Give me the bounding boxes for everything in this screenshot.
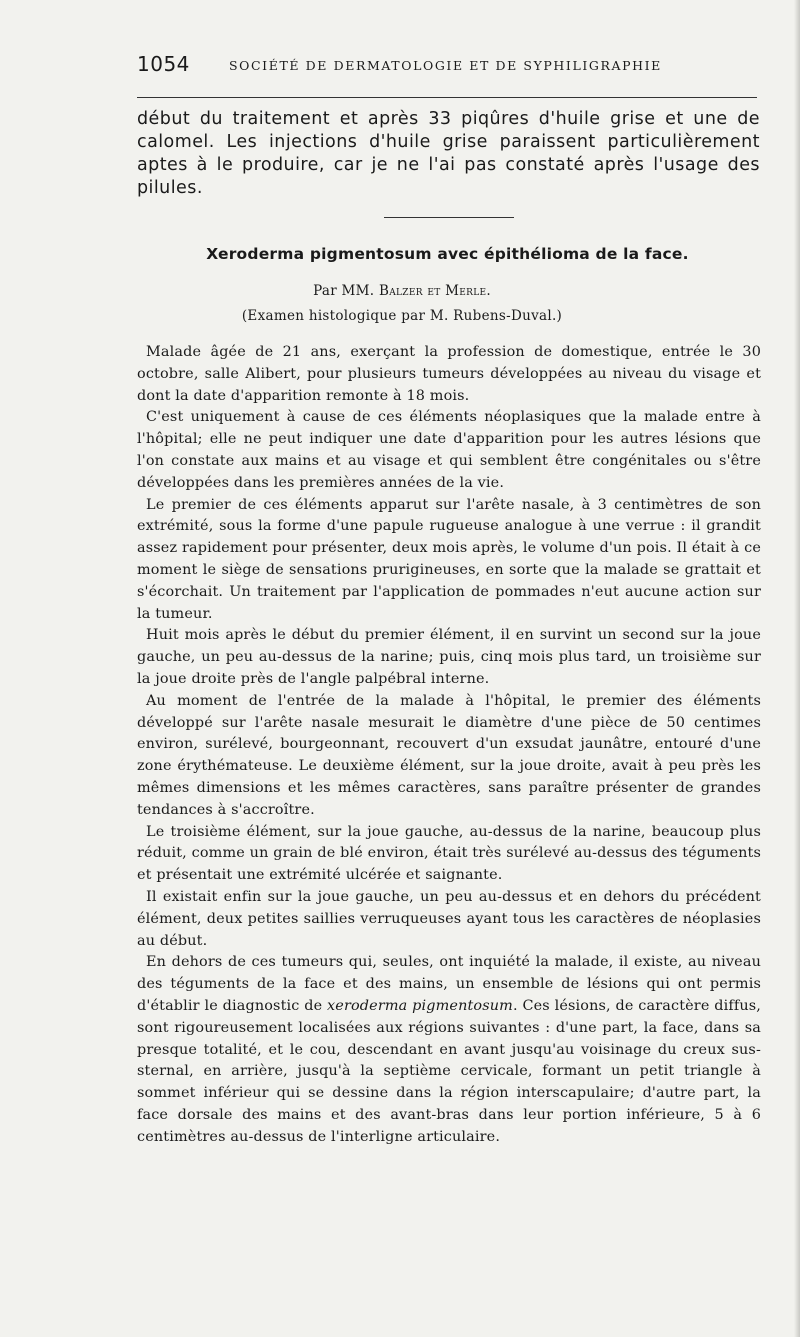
- byline-prefix: Par MM.: [313, 283, 375, 299]
- header-rule: [137, 97, 757, 98]
- paragraph-text: . Ces lésions, de caractère diffus, sont rigoureusement localisées aux régions suivantes : d'une part, la face, dans sa presque totalité, et le cou, descendant en avant jusqu'au voisinage du creux sus-sternal, en arrière, jusqu'à la septième cervicale, formant un petit triangle à sommet inférieur qui se dessine dans la région interscapulaire; d'autre part, la face dorsale des mains et des avant-bras dans leur portion inférieure, 5 à 6 centimètres au-dessus de l'interligne articulaire.: [137, 997, 761, 1145]
- article-title: Xeroderma pigmentosum avec épithélioma de la face.: [206, 245, 689, 263]
- paragraph: C'est uniquement à cause de ces éléments néoplasiques que la malade entre à l'hôpital; elle ne peut indiquer une date d'apparition pour les autres lésions que l'on constate aux mains et au visage et qui semblent être congénitales ou s'être développées dans les premières années de la vie.: [137, 409, 761, 491]
- paragraph: Au moment de l'entrée de la malade à l'hôpital, le premier des éléments développé sur l'arête nasale mesurait le diamètre d'une pièce de 50 centimes environ, surélevé, bourgeonnant, recouvert d'un exsudat jaunâtre, entouré d'une zone érythémateuse. Le deuxième élément, sur la joue droite, avait à peu près les mêmes dimensions et les mêmes caractères, sans paraître présenter de grandes tendances à s'accroître.: [137, 692, 761, 818]
- paragraph: Huit mois après le début du premier élément, il en survint un second sur la joue gauche, un peu au-dessus de la narine; puis, cinq mois plus tard, un troisième sur la joue droite près de l'angle palpébral interne.: [137, 627, 761, 687]
- continued-paragraph: début du traitement et après 33 piqûres d'huile grise et une de calomel. Les injections d'huile grise paraissent particulièrement aptes à le produire, car je ne l'ai pas constaté après l'usage des pilules.: [137, 109, 760, 198]
- paragraph: Malade âgée de 21 ans, exerçant la profession de domestique, entrée le 30 octobre, salle Alibert, pour plusieurs tumeurs développées au niveau du visage et dont la date d'apparition remonte à 18 mois.: [137, 344, 761, 404]
- byline: [137, 283, 667, 299]
- histology-credit: (Examen histologique par M. Rubens-Duval.): [241, 308, 563, 324]
- paragraph: Il existait enfin sur la joue gauche, un peu au-dessus et en dehors du précédent élément, deux petites saillies verruqueuses ayant tous les caractères de néoplasies au début.: [137, 888, 761, 949]
- paragraph: Le troisième élément, sur la joue gauche, au-dessus de la narine, beaucoup plus réduit, comme un grain de blé environ, était très surélevé au-dessus des téguments et présentait une extrémité ulcérée et saignante.: [137, 823, 761, 884]
- disease-name: xeroderma pigmentosum: [327, 997, 513, 1014]
- author-names: Balzer et Merle.: [378, 283, 491, 299]
- paragraph: Le premier de ces éléments apparut sur l'arête nasale, à 3 centimètres de son extrémité, sous la forme d'une papule rugueuse analogue à une verrue : il grandit assez rapidement pour présenter, deux mois après, le volume d'un pois. Il était à ce moment le siège de sensations prurigineuses, en sorte que la malade se grattait et s'écorchait. Un traitement par l'application de pommades n'eut aucune action sur la tumeur.: [137, 496, 761, 622]
- page-edge-shadow: [794, 0, 800, 1337]
- paragraph-last: [137, 952, 761, 1148]
- page-number: 1054: [137, 52, 190, 76]
- section-separator: [384, 217, 514, 218]
- paragraph-text: En dehors de ces tumeurs qui, seules, ont inquiété la malade, il existe, au niveau des téguments de la face et des mains, un ensemble de lésions qui ont permis d'établir le diagnostic de: [137, 954, 761, 1014]
- page-header: [137, 52, 757, 82]
- article-body: [137, 342, 761, 1148]
- running-title: SOCIÉTÉ DE DERMATOLOGIE ET DE SYPHILIGRAPHIE: [229, 58, 662, 73]
